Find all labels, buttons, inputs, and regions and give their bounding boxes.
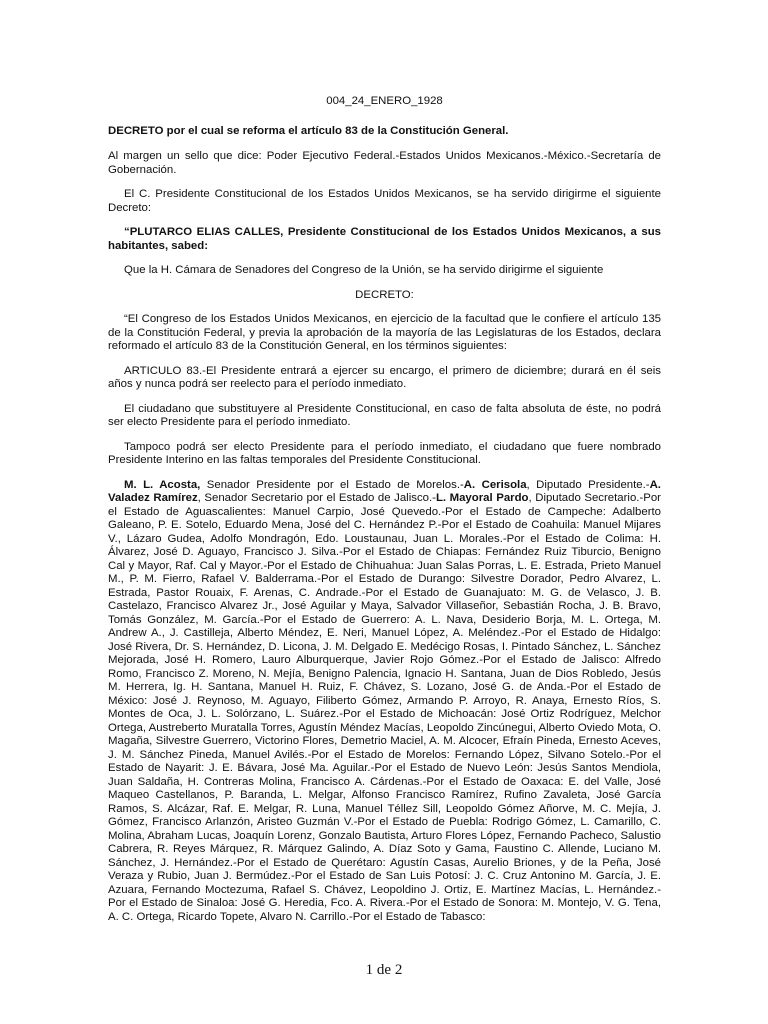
article-83-paragraph: ARTICULO 83.-El Presidente entrará a ejercer su encargo, el primero de diciembre; durará en él seis años y nunca podrá ser reelecto para el período inmediato. <box>108 364 661 390</box>
page-number: 1 de 2 <box>365 962 403 978</box>
signatory-text-4: , Diputado Secretario.-Por el Estado de Aguascalientes: Manuel Carpio, José Quevedo.-Por el Estado de Campeche: Adalberto Galeano, P. E. Sotelo, Eduardo Mena, José del C. Hernández P.-Por el Estado de Coahuila: Manuel Mijares V., Lázaro Gudea, Adolfo Mondragón, Edo. Loustaunau, Juan L. Morales.-Por el Estado de Colima: H. Álvarez, José D. Aguayo, Francisco J. Silva.-Por el Estado de Chiapas: Fernández Ruiz Tiburcio, Benigno Cal y Mayor, Raf. Cal y Mayor.-Por el Estado de Chihuahua: Juan Salas Porras, L. E. Estrada, Prieto Manuel M., P. M. Fierro, Rafael V. Balderrama.-Por el Estado de Durango: Silvestre Dorador, Pedro Alvarez, L. Estrada, Pastor Rouaix, F. Arenas, C. Andrade.-Por el Estado de Guanajuato: M. G. de Velasco, J. B. Castelazo, Francisco Alvarez Jr., José Aguilar y Maya, Salvador Villaseñor, Sebastián Rocha, J. B. Bravo, Tomás González, M. García.-Por el Estado de Guerrero: A. L. Nava, Desiderio Borja, M. L. Ortega, M. Andrew A., J. Castilleja, Alberto Méndez, E. Neri, Manuel López, A. Meléndez.-Por el Estado de Hidalgo: José Rivera, Dr. S. Hernández, D. Licona, J. M. Delgado E. Medécigo Rosas, I. Pintado Sánchez, L. Sánchez Mejorada, José H. Romero, Lauro Alburquerque, Javier Rojo Gómez.-Por el Estado de Jalisco: Alfredo Romo, Francisco Z. Moreno, N. Mejía, Benigno Palencia, Ignacio H. Santana, Juan de Dios Robledo, Jesús M. Herrera, Ig. H. Santana, Manuel H. Ruiz, F. Chávez, S. Lozano, José G. de Anda.-Por el Estado de México: José J. Reynoso, M. Aguayo, Filiberto Gómez, Armando P. Arroyo, R. Anaya, Ernesto Ríos, S. Montes de Oca, J. L. Solórzano, L. Suárez.-Por el Estado de Michoacán: José Ortiz Rodríguez, Melchor Ortega, Austreberto Muratalla Torres, Agustín Méndez Macías, Leopoldo Zincúnegui, Alberto Oviedo Mota, O. Magaña, Silvestre Guerrero, Victorino Flores, Demetrio Maciel, A. M. Alcocer, Efraín Pineda, Ernesto Aceves, J. M. Sánchez Pineda, Manuel Avilés.-Por el Estado de Morelos: Fernando López, Silvano Sotelo.-Por el Estado de Nayarit: J. E. Bávara, José Ma. Aguilar.-Por el Estado de Nuevo León: Jesús Santos Mendiola, Juan Saldaña, H. Contreras Molina, Francisco A. Cárdenas.-Por el Estado de Oaxaca: E. del Valle, José Maqueo Castellanos, P. Baranda, L. Melgar, Alfonso Francisco Ramírez, Rufino Zavaleta, José García Ramos, S. Alcázar, Raf. E. Melgar, R. Luna, Manuel Téllez Sill, Leopoldo Gómez Añorve, M. C. Mejía, J. Gómez, Francisco Arlanzón, Aristeo Guzmán V.-Por el Estado de Puebla: Rodrigo Gómez, L. Camarillo, C. Molina, Abraham Lucas, Joaquín Lorenz, Gonzalo Bautista, Arturo Flores López, Fernando Pacheco, Salustio Cabrera, R. Reyes Márquez, R. Márquez Galindo, A. Díaz Soto y Gama, Faustino C. Allende, Luciano M. Sánchez, J. Hernández.-Por el Estado de Querétaro: Agustín Casas, Aurelio Briones, y de la Peña, José Veraza y Rubio, Juan J. Bermúdez.-Por el Estado de San Luis Potosí: J. C. Cruz Antonino M. García, J. E. Azuara, Fernando Moctezuma, Rafael S. Chávez, Leopoldino J. Ortiz, E. Martínez Macías, L. Hernández.-Por el Estado de Sinaloa: José G. Heredia, Fco. A. Rivera.-Por el Estado de Sonora: M. Montejo, V. G. Tena, A. C. Ortega, Ricardo Topete, Alvaro N. Carrillo.-Por el Estado de Tabasco: <box>108 492 661 923</box>
congress-paragraph: “El Congreso de los Estados Unidos Mexicanos, en ejercicio de la facultad que le confiere el artículo 135 de la Constitución Federal, y previa la aprobación de la mayoría de las Legislaturas de los Estados, declara reformado el artículo 83 de la Constitución General, en los términos siguientes: <box>108 313 661 352</box>
signatory-text-1: Senador Presidente por el Estado de Morelos.- <box>200 478 464 491</box>
interim-paragraph: Tampoco podrá ser electo Presidente para el período inmediato, el ciudadano que fuere nombrado Presidente Interino en las faltas temporales del Presidente Constitucional. <box>108 440 661 466</box>
document-code: 004_24_ENERO_1928 <box>326 95 443 107</box>
document-title: DECRETO por el cual se reforma el artículo 83 de la Constitución General. <box>108 124 509 137</box>
signatory-text-2: , Diputado Presidente.- <box>526 478 650 491</box>
signatory-name-2: A. Cerisola <box>463 478 527 491</box>
signatories-paragraph <box>108 479 661 925</box>
signatory-name-3: A. Valadez Ramírez <box>108 478 661 504</box>
signatory-name-4: L. Mayoral Pardo <box>435 492 529 504</box>
document-body <box>108 95 661 935</box>
signatory-name-1: M. L. Acosta, <box>124 478 201 491</box>
proclamation-paragraph: “PLUTARCO ELIAS CALLES, Presidente Constitucional de los Estados Unidos Mexicanos, a sus habitantes, sabed: <box>108 226 661 252</box>
president-intro-paragraph: El C. Presidente Constitucional de los Estados Unidos Mexicanos, se ha servido dirigirme el siguiente Decreto: <box>108 188 661 214</box>
margin-note-paragraph: Al margen un sello que dice: Poder Ejecutivo Federal.-Estados Unidos Mexicanos.-México.-Secretaría de Gobernación. <box>108 150 661 176</box>
substitute-paragraph: El ciudadano que substituyere al Presidente Constitucional, en caso de falta absoluta de éste, no podrá ser electo Presidente para el período inmediato. <box>108 402 661 428</box>
senate-intro-paragraph: Que la H. Cámara de Senadores del Congreso de la Unión, se ha servido dirigirme el siguiente <box>124 264 604 276</box>
signatory-text-3: , Senador Secretario por el Estado de Jalisco.- <box>197 492 436 504</box>
decreto-heading: DECRETO: <box>355 288 414 301</box>
